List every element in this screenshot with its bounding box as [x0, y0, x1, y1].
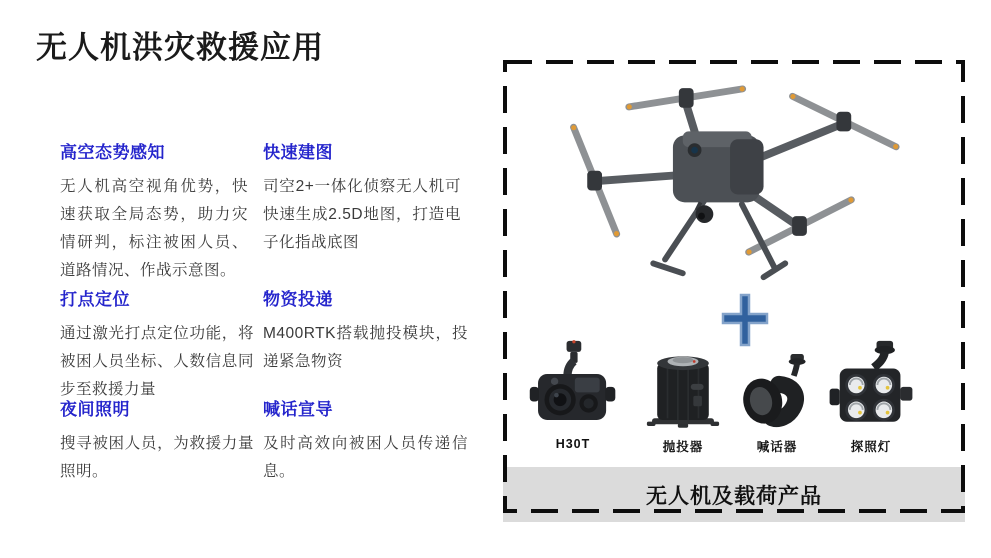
- section-body: M400RTK搭载抛投模块，投递紧急物资: [263, 325, 468, 370]
- section-heading: 物资投递: [263, 290, 333, 309]
- gimbal-camera-icon: [521, 333, 625, 433]
- section-fast-mapping: [263, 138, 461, 257]
- product-item-speaker: [725, 333, 829, 455]
- quadcopter-drone-icon: [537, 80, 931, 302]
- section-supply-drop: [263, 285, 468, 376]
- product-item-searchlight: [819, 333, 923, 455]
- section-night-lighting: [60, 395, 254, 486]
- panel-banner-label: 无人机及载荷产品: [646, 484, 822, 508]
- section-body: 无人机高空视角优势，快速获取全局态势，助力灾情研判，标注被困人员、道路情况、作战示意图。: [60, 178, 248, 279]
- payload-products-panel: [503, 60, 965, 523]
- section-body: 搜寻被困人员，为救援力量照明。: [60, 435, 254, 480]
- product-item-h30t: [521, 333, 625, 451]
- product-label: H30T: [555, 437, 591, 451]
- section-heading: 夜间照明: [60, 400, 130, 419]
- payload-dropper-icon: [631, 333, 735, 433]
- panel-banner: [503, 467, 965, 522]
- product-label: 喊话器: [756, 440, 798, 454]
- section-broadcast: [263, 395, 468, 486]
- product-label: 抛投器: [662, 440, 704, 454]
- section-body: 司空2+一体化侦察无人机可快速生成2.5D地图，打造电子化指战底图: [263, 178, 461, 251]
- section-heading: 高空态势感知: [60, 143, 165, 162]
- section-heading: 打点定位: [60, 290, 130, 309]
- section-body: 通过激光打点定位功能，将被困人员坐标、人数信息同步至救援力量: [60, 325, 254, 398]
- searchlight-icon: [819, 333, 923, 433]
- product-label: 探照灯: [850, 440, 892, 454]
- loudspeaker-icon: [725, 333, 829, 433]
- section-body: 及时高效向被困人员传递信息。: [263, 435, 468, 480]
- section-aerial-awareness: [60, 138, 248, 285]
- product-item-dropper: [631, 333, 735, 455]
- page-title: 无人机洪灾救援应用: [36, 30, 324, 65]
- section-laser-pinpoint: [60, 285, 254, 404]
- section-heading: 喊话宣导: [263, 400, 333, 419]
- section-heading: 快速建图: [263, 143, 333, 162]
